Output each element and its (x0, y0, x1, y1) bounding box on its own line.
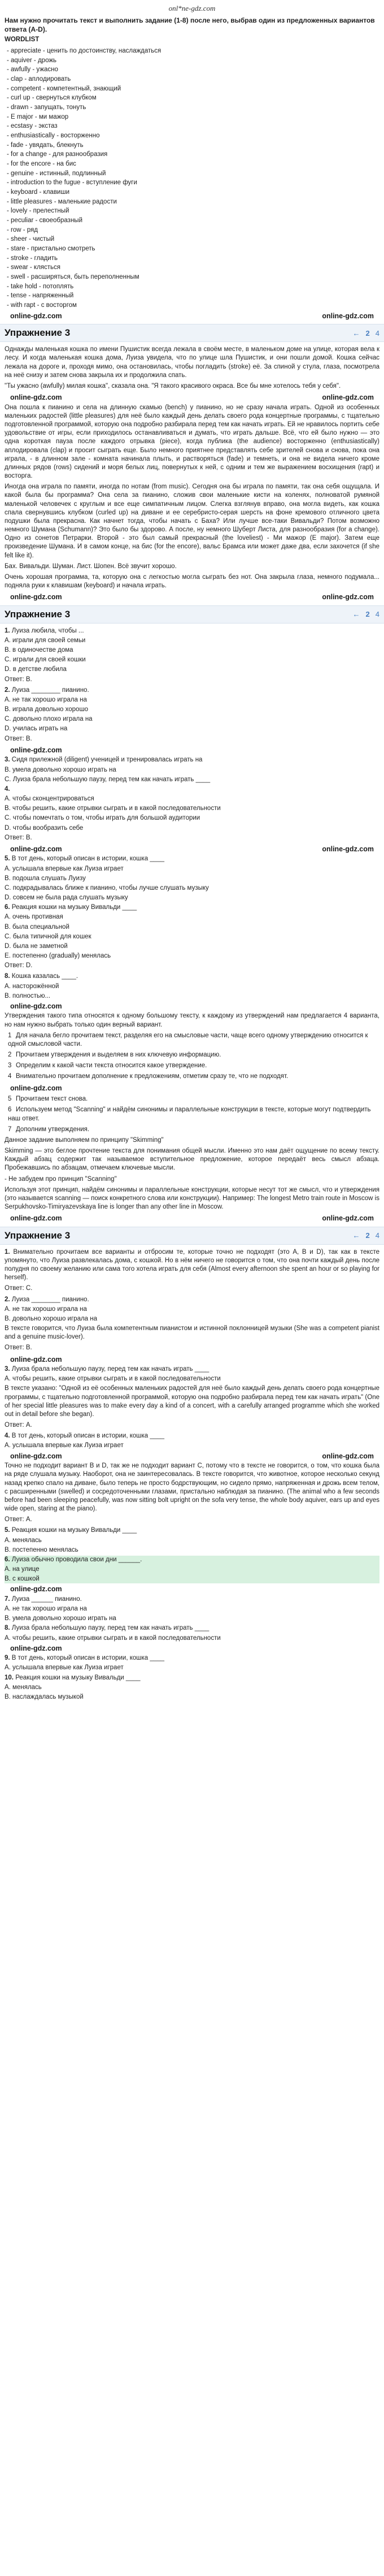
question-number: 5. (5, 1527, 10, 1534)
tip-number: 1 (8, 1032, 12, 1039)
option: A. услышала впервые как Луиза играет (5, 1664, 124, 1672)
tip-item (5, 1095, 379, 1103)
highlighted-block (5, 1556, 379, 1584)
watermark-row (5, 393, 379, 402)
option: C. довольно плохо играла на (5, 716, 93, 723)
option: C. была типичной для кошек (5, 933, 91, 940)
question-text: В тот день, который описан в истории, кошка ____ (11, 855, 164, 863)
watermark: online-gdz.com (10, 1002, 62, 1010)
prev-exercise-icon[interactable]: ← (352, 610, 360, 619)
next-exercise-button[interactable]: 2 (365, 1231, 370, 1240)
question (5, 756, 379, 784)
exercise-count: 4 (375, 1231, 379, 1240)
exercise-header (0, 605, 384, 624)
answer: Ответ: B. (5, 1344, 32, 1352)
tip-text: Определим к какой части текста относится какое утверждение. (16, 1062, 207, 1070)
question (5, 1526, 379, 1555)
option: B. играла довольно хорошо (5, 706, 89, 713)
question-number: 5. (5, 855, 10, 863)
skimming-text: Skimming — это беглое прочтение текста для понимания общей мысли. Именно это нам даёт ощущение по всему тексту. Каждый абзац содержит так называемое вступительное предложение, которое передаёт весь смысл абзаца. Пробежавшись по абзацам, отмечаем ключевые мысли. (5, 1148, 379, 1172)
question-number: 9. (5, 1655, 10, 1662)
question-number: 6. (5, 1556, 10, 1563)
wordlist-item: - row - ряд (7, 226, 38, 233)
text-paragraph: Однажды маленькая кошка по имени Пушистик всегда лежала в своём месте, в маленьком доме на улице, которая вела к лесу. И когда маленькая кошка дома, Луиза увидела, что по улице шла Пушистик, и они пошли домой. Кошка сейчас лежала на дороге и, проходя мимо, она остановилась, чтобы погладить (stroke) её. За спиной у стула, глаза, посмотрела на неё снизу и затем снова закрыла их и продолжила спать. (5, 346, 379, 379)
wordlist-item: - competent - компетентный, знающий (7, 85, 121, 92)
wordlist-item: - swear - клясться (7, 264, 61, 271)
question (5, 1624, 379, 1642)
wordlist-item: - awfully - ужасно (7, 66, 58, 73)
option: A. не так хорошо играла на (5, 1305, 87, 1313)
option: A. менялась (5, 1536, 42, 1544)
question (5, 627, 379, 684)
option: B. в одиночестве дома (5, 647, 73, 654)
question-number: 4. (5, 785, 10, 793)
watermark: online-gdz.com (10, 1084, 62, 1092)
tip-number: 3 (8, 1062, 12, 1070)
tip-number: 7 (8, 1125, 12, 1133)
option: D. чтобы вообразить себе (5, 824, 84, 832)
watermark: online-gdz.com (10, 393, 62, 402)
tip-item (5, 1106, 379, 1123)
question (5, 1595, 379, 1623)
wordlist-item: - fade - увядать, блекнуть (7, 141, 84, 149)
question-text: Луиза брала небольшую паузу, перед тем как начать играть ____ (11, 1625, 210, 1632)
question-text: Реакция кошки на музыку Вивальди ____ (11, 904, 137, 911)
exercise-title: Упражнение 3 (5, 327, 71, 339)
watermark: online-gdz.com (10, 1214, 62, 1223)
question (5, 785, 379, 842)
watermark-row (5, 1584, 379, 1594)
question-number: 10. (5, 1674, 14, 1681)
wordlist-item: - aquiver - дрожь (7, 57, 57, 64)
watermark: online-gdz.com (10, 1644, 62, 1652)
watermark: online-gdz.com (10, 746, 62, 754)
question (5, 686, 379, 743)
answer: Ответ: A. (5, 1516, 32, 1523)
wordlist-label: WORDLIST (5, 36, 40, 43)
option: B. довольно хорошо играла на (5, 1315, 98, 1322)
exercise-nav (353, 609, 379, 619)
option: A. услышала впервые как Луиза играет (5, 1442, 124, 1449)
watermark-row (5, 311, 379, 321)
question (5, 1674, 379, 1702)
option: A. услышала впервые как Луиза играет (5, 865, 124, 872)
watermark: online-gdz.com (10, 845, 62, 853)
question-number: 8. (5, 1625, 10, 1632)
wordlist-item: - ecstasy - экстаз (7, 123, 58, 130)
watermark-row (5, 845, 379, 854)
question-number: 6. (5, 904, 10, 911)
exercise-count: 4 (375, 610, 379, 619)
wordlist-item: - appreciate - ценить по достоинству, наслаждаться (7, 47, 162, 54)
text-paragraph: Бах. Вивальди. Шуман. Лист. Шопен. Всё звучит хорошо. (5, 562, 177, 570)
watermark-row (5, 1084, 379, 1093)
question (5, 1248, 379, 1293)
exercise-count: 4 (375, 328, 379, 337)
watermark-row (5, 592, 379, 602)
answer: Ответ: B. (5, 676, 32, 683)
instructions-intro: Утверждения такого типа относятся к одному большому тексту, к каждому из утверждений нам предлагается 4 варианта, но нам нужно выбрать только один верный вариант. (5, 1012, 379, 1028)
option: D. в детстве любила (5, 666, 67, 673)
question-number: 1. (5, 627, 10, 634)
task-title: Нам нужно прочитать текст и выполнить задание (1-8) после него, выбрав один из предложенных вариантов ответа (A-D). (5, 16, 375, 33)
option: B. наслаждалась музыкой (5, 1693, 84, 1700)
wordlist-item: - genuine - истинный, подлинный (7, 170, 106, 177)
question-number: 2. (5, 1296, 10, 1303)
watermark-row (5, 1214, 379, 1223)
prev-exercise-icon[interactable]: ← (352, 1231, 360, 1240)
exercise-nav (353, 1231, 379, 1240)
question (5, 903, 379, 970)
wordlist (5, 46, 379, 310)
wordlist-item: - keyboard - клавиши (7, 189, 70, 196)
tip-text: Используем метод "Scanning" и найдём синонимы и параллельные конструкции в тексте, которые могут подтвердить наш ответ. (8, 1106, 371, 1122)
option: A. чтобы сконцентрироваться (5, 795, 94, 803)
exercise-nav (353, 328, 379, 338)
option: B. с кошкой (5, 1575, 40, 1583)
answer: Ответ: B. (5, 735, 32, 742)
option: B. умела довольно хорошо играть на (5, 766, 116, 773)
watermark: online-gdz.com (322, 393, 374, 402)
question (5, 855, 379, 902)
question (5, 1432, 379, 1450)
question-text: В тот день, который описан в истории, кошка ____ (11, 1655, 164, 1662)
tip-item (5, 1072, 379, 1081)
text-paragraph: Она пошла к пианино и села на длинную скамью (bench) у пианино, но не сразу начала играть. Одной из особенных маленьких радостей (little pleasures) для неё было каждый день делать своего рода концертные программы, с тщательно подготовленной программой, которую она подробно разбирала перед тем как начать играть. Ей не нравилось портить себе удовольствие от игры, если приходилось останавливаться и думать, что играть дальше. Всё, что ей было нужно — это одна короткая пауза после каждого отрывка (piece), когда публика (the audience) восторженно (enthusiastically) аплодировала (clap) и просит сыграть еще. Было немного приятнее представлять себе зрителей снова и снова, пока она играла, - в длинном зале - комната начинала плыть, и растворяться (fade) и темнеть, и она не видела ничего кроме длинных рядов (rows) сидений и моря белых лиц, повернутых к ней, с одним и тем же выражением восхищения (rapt) и восторга. (5, 404, 379, 480)
text-paragraph: Очень хорошая программа, та, которую она с легкостью могла сыграть без нот. Она закрыла глаза, немного подумала... подняла руки к клавишам (keyboard) и начала играть. (5, 573, 379, 590)
watermark: online-gdz.com (10, 1585, 62, 1594)
wordlist-item: - introduction to the fugue - вступление фуги (7, 179, 137, 187)
question-number: 7. (5, 1595, 10, 1603)
option: A. не так хорошо играла на (5, 696, 87, 703)
wordlist-item: - lovely - прелестный (7, 207, 69, 215)
watermark-row (5, 746, 379, 755)
watermark: online-gdz.com (322, 1452, 374, 1460)
question (5, 1324, 379, 1353)
question-text: Внимательно прочитаем все варианты и отбросим те, которые точно не подходят (это A, B и D), так как в тексте упомянуто, что Луиза развлекалась дома, с кошкой. Но в нём ничего не говорится о том, что она почти каждый день после полудня по своему желанию или сама того хотела играть для себя (Almost every afternoon she spent an hour or so playing for herself). (5, 1248, 379, 1281)
wordlist-item: - clap - аплодировать (7, 76, 71, 83)
question-text: В тот день, который описан в истории, кошка ____ (11, 1432, 164, 1440)
question-text: Луиза ________ пианино. (11, 1296, 89, 1303)
question-text: Реакция кошки на музыку Вивальди ____ (15, 1674, 141, 1681)
watermark: online-gdz.com (322, 1214, 374, 1223)
wordlist-item: - for a change - для разнообразия (7, 151, 108, 158)
tip-text: Прочитаем текст снова. (16, 1096, 88, 1103)
option: C. подкрадывалась ближе к пианино, чтобы лучше слушать музыку (5, 884, 209, 891)
option: A. насторожённой (5, 982, 59, 990)
tip-item (5, 1125, 379, 1134)
question-number: 8. (5, 973, 10, 980)
question (5, 972, 379, 1001)
question-text: В тексте говорится, что Луиза была компетентным пианистом и истинной поклонницей музыки (She was a competent pianist and a genuine music-lover). (5, 1325, 379, 1341)
text-paragraph: "Ты ужасно (awfully) милая кошка", сказала она. "Я такого красивого окраса. Все бы мне хотелось тебя у себя". (5, 382, 341, 389)
wordlist-item: - stroke - гладить (7, 254, 58, 262)
question-number: 2. (5, 686, 10, 694)
tip-item (5, 1032, 379, 1049)
wordlist-item: - curl up - свернуться клубком (7, 94, 97, 102)
wordlist-item: - peculiar - своеобразный (7, 217, 82, 224)
option: C. Луиза брала небольшую паузу, перед тем как начать играть ____ (5, 776, 211, 783)
question-text: Луиза ______ пианино. (11, 1595, 82, 1603)
wordlist-item: - E major - ми мажор (7, 113, 69, 120)
option: A. менялась (5, 1683, 42, 1691)
wordlist-item: - little pleasures - маленькие радости (7, 198, 117, 205)
question-number: 3. (5, 756, 10, 764)
answer: Ответ: C. (5, 1285, 33, 1292)
exercise-title: Упражнение 3 (5, 1229, 71, 1241)
watermark-row (5, 1452, 379, 1461)
question-text: Луиза любила, чтобы ... (11, 627, 84, 634)
prev-exercise-icon[interactable]: ← (352, 328, 360, 337)
tip-text: Прочитаем утверждения и выделяем в них ключевую информацию. (16, 1051, 221, 1059)
tip-number: 6 (8, 1106, 12, 1114)
answer: Ответ: B. (5, 834, 32, 841)
option: A. не так хорошо играла на (5, 1605, 87, 1613)
option: B. чтобы решить, какие отрывки сыграть и в какой последовательности (5, 805, 221, 812)
question (5, 1296, 379, 1324)
exercise-title: Упражнение 3 (5, 608, 71, 620)
option: C. чтобы помечтать о том, чтобы играть для большой аудитории (5, 815, 200, 822)
option: B. постепенно менялась (5, 1546, 78, 1553)
option: B. умела довольно хорошо играть на (5, 1615, 116, 1622)
option: A. чтобы решить, какие отрывки сыграть и в какой последовательности (5, 1634, 221, 1642)
option: C. играли для своей кошки (5, 656, 86, 664)
tip-number: 4 (8, 1073, 12, 1080)
instructions-bottom: Данное задание выполняем по принципу "Skimming" (5, 1136, 164, 1144)
question-text: Луиза обычно проводила свои дни ______. (11, 1556, 142, 1563)
next-exercise-button[interactable]: 2 (365, 328, 370, 337)
option: A. чтобы решить, какие отрывки сыграть и в какой последовательности (5, 1375, 221, 1383)
wordlist-item: - sheer - чистый (7, 236, 55, 243)
watermark: online-gdz.com (10, 1452, 62, 1460)
watermark-row (5, 1644, 379, 1653)
tip-text: Для начала бегло прочитаем текст, разделяя его на смысловые части, чаще всего одному утверждению относится к одной смысловой части. (8, 1032, 368, 1047)
tip-item (5, 1051, 379, 1059)
watermark: online-gdz.com (10, 311, 62, 320)
wordlist-item: - tense - напряженный (7, 292, 74, 300)
question-text: Луиза брала небольшую паузу, перед тем как начать играть ____ (11, 1366, 210, 1373)
next-exercise-button[interactable]: 2 (365, 610, 370, 619)
wordlist-item: - take hold - потоплять (7, 283, 74, 290)
watermark-row (5, 1002, 379, 1011)
scanning-header: - Не забудем про принцип "Scanning" (5, 1175, 117, 1183)
watermark: online-gdz.com (10, 593, 62, 601)
watermark: online-gdz.com (322, 593, 374, 601)
question-text: В тексте указано: "Одной из её особенных маленьких радостей для неё было каждый день делать своего рода концертные программы, с тщательно подготовленной программой, которую она подробно разбирала перед тем как начать играть" (One of her special little pleasures was to make every day a kind of a concert, with a carefully arranged programme which she worked out in detail before she began). (5, 1385, 379, 1418)
question (5, 1462, 379, 1524)
answer: Ответ: D. (5, 962, 33, 969)
question (5, 1556, 379, 1584)
watermark-row (5, 1355, 379, 1365)
question (5, 1384, 379, 1430)
wordlist-item: - swell - расширяться, быть переполненным (7, 274, 139, 281)
question-text: Кошка казалась ____. (11, 973, 78, 980)
option: D. была не заметной (5, 942, 68, 950)
watermark: online-gdz.com (322, 845, 374, 853)
question-number: 1. (5, 1248, 10, 1255)
option: A. играли для своей семьи (5, 637, 86, 644)
question-text: Сидя прилежной (diligent) ученицей и тренировалась играть на (11, 756, 203, 764)
wordlist-item: - for the encore - на бис (7, 161, 76, 168)
option: E. постепенно (gradually) менялась (5, 953, 111, 960)
exercise-header (0, 1227, 384, 1245)
question-text: Точно не подходит вариант B и D, так же не подходит вариант C, потому что в тексте не говорится, о том, что кошка была на ряде слушала музыку. Наоборот, она не заинтересовалась. В тексте говорится, что животное, которое несколько секунд назад крепко спало на диване, было теперь не просто бодрствующим, но сидело прямо, напряженная и дрожь всем телом, с расширенными (swelled) и сосредоточенными глазами, пристально наблюдая за пианино. (The animal who a few seconds before had been sleeping peacefully, was now sitting bolt upright on the sofa very tense, the whole body aquiver, ears up and eyes wide open, staring at the piano). (5, 1462, 379, 1513)
wordlist-item: - enthusiastically - восторженно (7, 132, 100, 140)
option: D. совсем не была рада слушать музыку (5, 894, 128, 902)
watermark: online-gdz.com (322, 311, 374, 320)
tip-number: 2 (8, 1051, 12, 1059)
option: B. полностью... (5, 992, 51, 999)
answer: Ответ: A. (5, 1422, 32, 1429)
exercise-header (0, 324, 384, 342)
tip-number: 5 (8, 1096, 12, 1103)
wordlist-item: - with rapt - с восторгом (7, 302, 77, 309)
option: A. очень противная (5, 913, 63, 921)
question (5, 1654, 379, 1672)
wordlist-item: - stare - пристально смотреть (7, 245, 95, 253)
wordlist-item: - drawn - запущать, тонуть (7, 104, 86, 111)
tip-text: Дополним утверждения. (16, 1125, 90, 1133)
option: A. на улице (5, 1566, 40, 1573)
text-paragraph: Иногда она играла по памяти, иногда по нотам (from music). Сегодня она бы играла по памяти, так она себя ощущала. И какой была бы программа? Она села за пианино, сложив свои маленькие кисти на коленях, полноватой румяной маленькой человечек с круглым и все еще симпатичным лицом. Слегка взглянув вправо, она могла видеть, как кошка спала свернувшись клубком (curled up) на диване и ее серебристо-серая шерсть на фоне кремового отличного цвета подушки была прекрасна. Как начнет тогда, чтобы начать с Баха? Или лучше все-таки Вивальди? Потом возможно немного Шумана (Schumann)? Это было бы здорово. А после, ну немного Шуберт Листа, для разнообразия (for a change). Одно из сонетов Петрарки. Второй - это был самый прекрасный (the loveliest) - Ми мажор (E major). Затем еще произведение Шумана. И в самом конце, на бис (for the encore), вальс Брамса или может даже два, если захочется (if she felt like it). (5, 483, 379, 559)
question-text: Луиза ________ пианино. (11, 686, 89, 694)
site-logo[interactable]: onl*ne-gdz.com (168, 4, 216, 12)
question-number: 4. (5, 1432, 10, 1440)
question-text: Реакция кошки на музыку Вивальди ____ (11, 1527, 137, 1534)
option: B. подошла слушать Луизу (5, 874, 86, 882)
tip-text: Внимательно прочитаем дополнение к предложениям, отметим сразу те, что не подходят. (16, 1073, 289, 1080)
question (5, 1365, 379, 1383)
option: B. была специальной (5, 923, 69, 930)
question-number: 3. (5, 1366, 10, 1373)
watermark: online-gdz.com (10, 1355, 62, 1363)
option: D. училась играть на (5, 725, 68, 733)
scanning-text: Используя этот принцип, найдём синонимы и параллельные конструкции, которые несут тот же смысл, что и утверждения (это называется scanning — поиск конкретного слова или конструкции). Например: The longest Metro train route in Moscow is Serpukhovsko-Timiryazevskaya line is longer than any other line in Moscow. (5, 1186, 379, 1211)
tip-item (5, 1062, 379, 1070)
